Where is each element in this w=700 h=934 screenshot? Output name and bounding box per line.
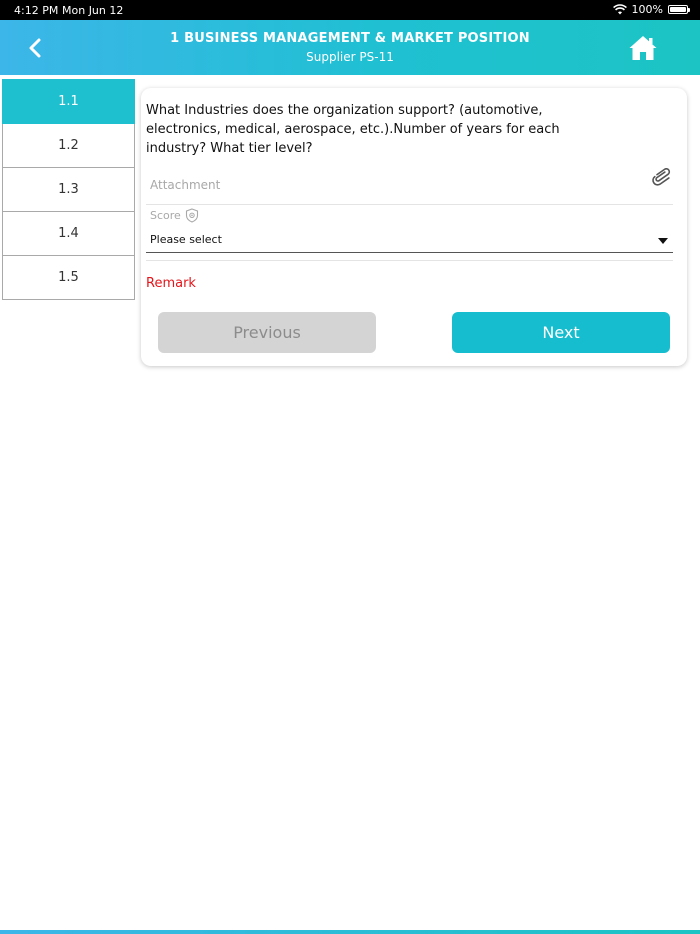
status-time: 4:12 PM bbox=[14, 4, 59, 17]
status-date: Mon Jun 12 bbox=[62, 4, 124, 17]
question-card bbox=[141, 88, 687, 366]
app-header bbox=[0, 20, 700, 75]
shield-icon bbox=[185, 208, 199, 223]
sidebar-item-label: 1.5 bbox=[58, 270, 79, 285]
status-bar bbox=[0, 0, 700, 20]
score-label: Score bbox=[150, 209, 181, 222]
paperclip-icon bbox=[651, 164, 673, 186]
question-sidebar bbox=[2, 79, 135, 300]
previous-button[interactable]: Previous bbox=[158, 312, 376, 353]
sidebar-item-1-3[interactable] bbox=[2, 168, 135, 212]
sidebar-item-1-1[interactable] bbox=[2, 79, 135, 124]
battery-percent: 100% bbox=[631, 3, 663, 16]
sidebar-item-1-2[interactable] bbox=[2, 124, 135, 168]
caret-down-icon bbox=[658, 238, 668, 244]
sidebar-item-1-4[interactable] bbox=[2, 212, 135, 256]
remark-link[interactable]: Remark bbox=[146, 276, 196, 291]
bottom-accent-bar bbox=[0, 930, 700, 934]
score-select-value: Please select bbox=[150, 233, 222, 246]
score-select[interactable] bbox=[146, 228, 673, 253]
sidebar-item-1-5[interactable] bbox=[2, 256, 135, 300]
divider bbox=[146, 260, 673, 261]
status-right bbox=[613, 3, 688, 16]
next-button[interactable]: Next bbox=[452, 312, 670, 353]
home-button[interactable] bbox=[628, 34, 658, 62]
attachment-button[interactable] bbox=[651, 164, 673, 186]
page-title: 1 BUSINESS MANAGEMENT & MARKET POSITION bbox=[170, 31, 530, 46]
question-text: What Industries does the organization support? (automotive, electronics, medical, aerospace, etc.).Number of years for each industry? What tier level? bbox=[146, 103, 560, 156]
sidebar-item-label: 1.3 bbox=[58, 182, 79, 197]
sidebar-item-label: 1.1 bbox=[58, 94, 79, 109]
battery-icon bbox=[668, 5, 688, 14]
attachment-label: Attachment bbox=[150, 178, 221, 192]
home-icon bbox=[628, 34, 658, 62]
wifi-icon bbox=[613, 4, 627, 15]
page-subtitle: Supplier PS-11 bbox=[306, 50, 394, 64]
sidebar-item-label: 1.4 bbox=[58, 226, 79, 241]
score-label-row bbox=[150, 208, 199, 223]
divider bbox=[146, 204, 673, 205]
sidebar-item-label: 1.2 bbox=[58, 138, 79, 153]
